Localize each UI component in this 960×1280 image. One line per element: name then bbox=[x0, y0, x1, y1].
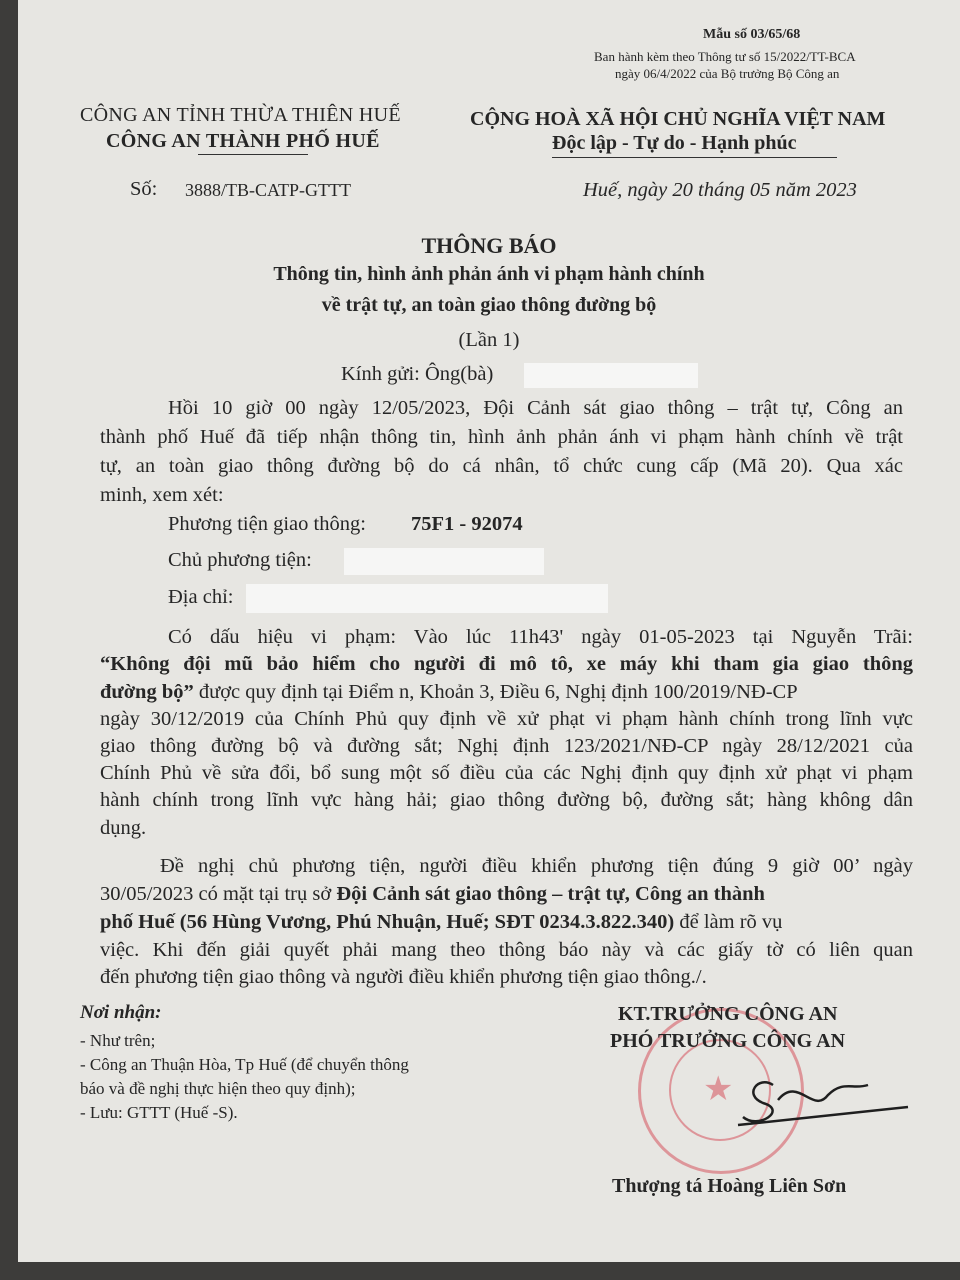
violation-intro: Có dấu hiệu vi phạm: Vào lúc 11h43' ngày 01-05-2023 tại Nguyễn Trãi: bbox=[168, 626, 913, 648]
paragraph-1-line-1: Hồi 10 giờ 00 ngày 12/05/2023, Đội Cảnh sát giao thông – trật tự, Công an bbox=[168, 397, 903, 419]
recipients-item-3: báo và đề nghị thực hiện theo quy định); bbox=[80, 1079, 356, 1098]
recipients-item-2: - Công an Thuận Hòa, Tp Huế (để chuyển thông bbox=[80, 1055, 409, 1074]
notice-subtitle-1: Thông tin, hình ảnh phản ánh vi phạm hành chính bbox=[273, 263, 705, 285]
owner-label: Chủ phương tiện: bbox=[168, 549, 312, 571]
request-office-address: phố Huế (56 Hùng Vương, Phú Nhuận, Huế; SĐT 0234.3.822.340) bbox=[100, 911, 675, 933]
recipients-item-1: - Như trên; bbox=[80, 1031, 156, 1050]
recipient-name-redacted bbox=[524, 363, 698, 388]
notice-subtitle-2: về trật tự, an toàn giao thông đường bộ bbox=[321, 294, 657, 316]
signatory-title-2: PHÓ TRƯỞNG CÔNG AN bbox=[610, 1030, 846, 1052]
form-issued-line2: ngày 06/4/2022 của Bộ trưởng Bộ Công an bbox=[615, 66, 840, 81]
motto-underline bbox=[552, 157, 837, 158]
recipient-label: Kính gửi: Ông(bà) bbox=[341, 363, 494, 385]
form-number: Mẫu số 03/65/68 bbox=[703, 27, 801, 42]
paragraph-1-line-3: tự, an toàn giao thông đường bộ do cá nhân, tổ chức cung cấp (Mã 20). Qua xác bbox=[100, 455, 903, 477]
seal-star-icon: ★ bbox=[703, 1071, 734, 1108]
signatory-title-1: KT.TRƯỞNG CÔNG AN bbox=[618, 1003, 838, 1025]
doc-number-label: Số: bbox=[130, 178, 158, 200]
owner-name-redacted bbox=[344, 548, 544, 575]
violation-description-1: “Không đội mũ bảo hiểm cho người đi mô tô, xe máy khi tham gia giao thông bbox=[100, 653, 913, 675]
signature-stroke bbox=[738, 1082, 908, 1125]
address-redacted bbox=[246, 584, 608, 613]
document-page bbox=[18, 0, 960, 1262]
request-line-2-text: 30/05/2023 có mặt tại trụ sở bbox=[100, 883, 337, 905]
vehicle-plate: 75F1 - 92074 bbox=[411, 513, 523, 535]
request-line-3-text: để làm rõ vụ bbox=[674, 911, 783, 933]
violation-description-2 bbox=[100, 681, 798, 704]
agency-parent: CÔNG AN TỈNH THỪA THIÊN HUẾ bbox=[80, 104, 401, 126]
violation-line-1: ngày 30/12/2019 của Chính Phủ quy định về xử phạt vi phạm hành chính trong lĩnh vực bbox=[100, 708, 913, 730]
agency-underline bbox=[198, 154, 308, 155]
request-line-4: việc. Khi đến giải quyết phải mang theo thông báo này và các giấy tờ có liên quan bbox=[100, 939, 913, 961]
paragraph-1-line-4: minh, xem xét: bbox=[100, 484, 224, 506]
address-label: Địa chỉ: bbox=[168, 586, 234, 608]
notice-title: THÔNG BÁO bbox=[421, 233, 557, 258]
violation-description-2-bold: đường bộ” bbox=[100, 681, 194, 703]
signature-scribble bbox=[718, 1055, 918, 1135]
recipients-title: Nơi nhận: bbox=[80, 1002, 162, 1023]
violation-line-5: dụng. bbox=[100, 817, 147, 839]
notice-round: (Lần 1) bbox=[458, 329, 520, 351]
recipients-item-4: - Lưu: GTTT (Huế -S). bbox=[80, 1103, 238, 1122]
agency-name: CÔNG AN THÀNH PHỐ HUẾ bbox=[106, 130, 380, 152]
place-date: Huế, ngày 20 tháng 05 năm 2023 bbox=[583, 179, 857, 201]
doc-number-value: 3888/TB-CATP-GTTT bbox=[185, 180, 351, 200]
request-office: Đội Cảnh sát giao thông – trật tự, Công an thành bbox=[336, 883, 765, 905]
violation-line-3: Chính Phủ về sửa đổi, bổ sung một số điều của các Nghị định quy định xử phạt vi phạm bbox=[100, 762, 913, 784]
request-line-3 bbox=[100, 911, 782, 934]
violation-line-2: giao thông đường bộ và đường sắt; Nghị định 123/2021/NĐ-CP ngày 28/12/2021 của bbox=[100, 735, 913, 757]
signer-name: Thượng tá Hoàng Liên Sơn bbox=[612, 1175, 847, 1197]
country-name: CỘNG HOÀ XÃ HỘI CHỦ NGHĨA VIỆT NAM bbox=[470, 108, 886, 130]
vehicle-label: Phương tiện giao thông: bbox=[168, 513, 366, 535]
motto: Độc lập - Tự do - Hạnh phúc bbox=[552, 132, 797, 154]
form-issued-line1: Ban hành kèm theo Thông tư số 15/2022/TT-BCA bbox=[594, 49, 856, 64]
violation-legal-basis: được quy định tại Điểm n, Khoản 3, Điều 6, Nghị định 100/2019/NĐ-CP bbox=[193, 681, 798, 703]
paragraph-1-line-2: thành phố Huế đã tiếp nhận thông tin, hình ảnh phản ánh vi phạm hành chính về trật bbox=[100, 426, 903, 448]
request-line-5: đến phương tiện giao thông và người điều khiển phương tiện giao thông./. bbox=[100, 966, 707, 988]
request-line-1: Đề nghị chủ phương tiện, người điều khiển phương tiện đúng 9 giờ 00’ ngày bbox=[160, 855, 913, 877]
violation-line-4: hành chính trong lĩnh vực hàng hải; giao thông đường bộ, đường sắt; hàng không dân bbox=[100, 789, 913, 811]
request-line-2 bbox=[100, 883, 765, 906]
